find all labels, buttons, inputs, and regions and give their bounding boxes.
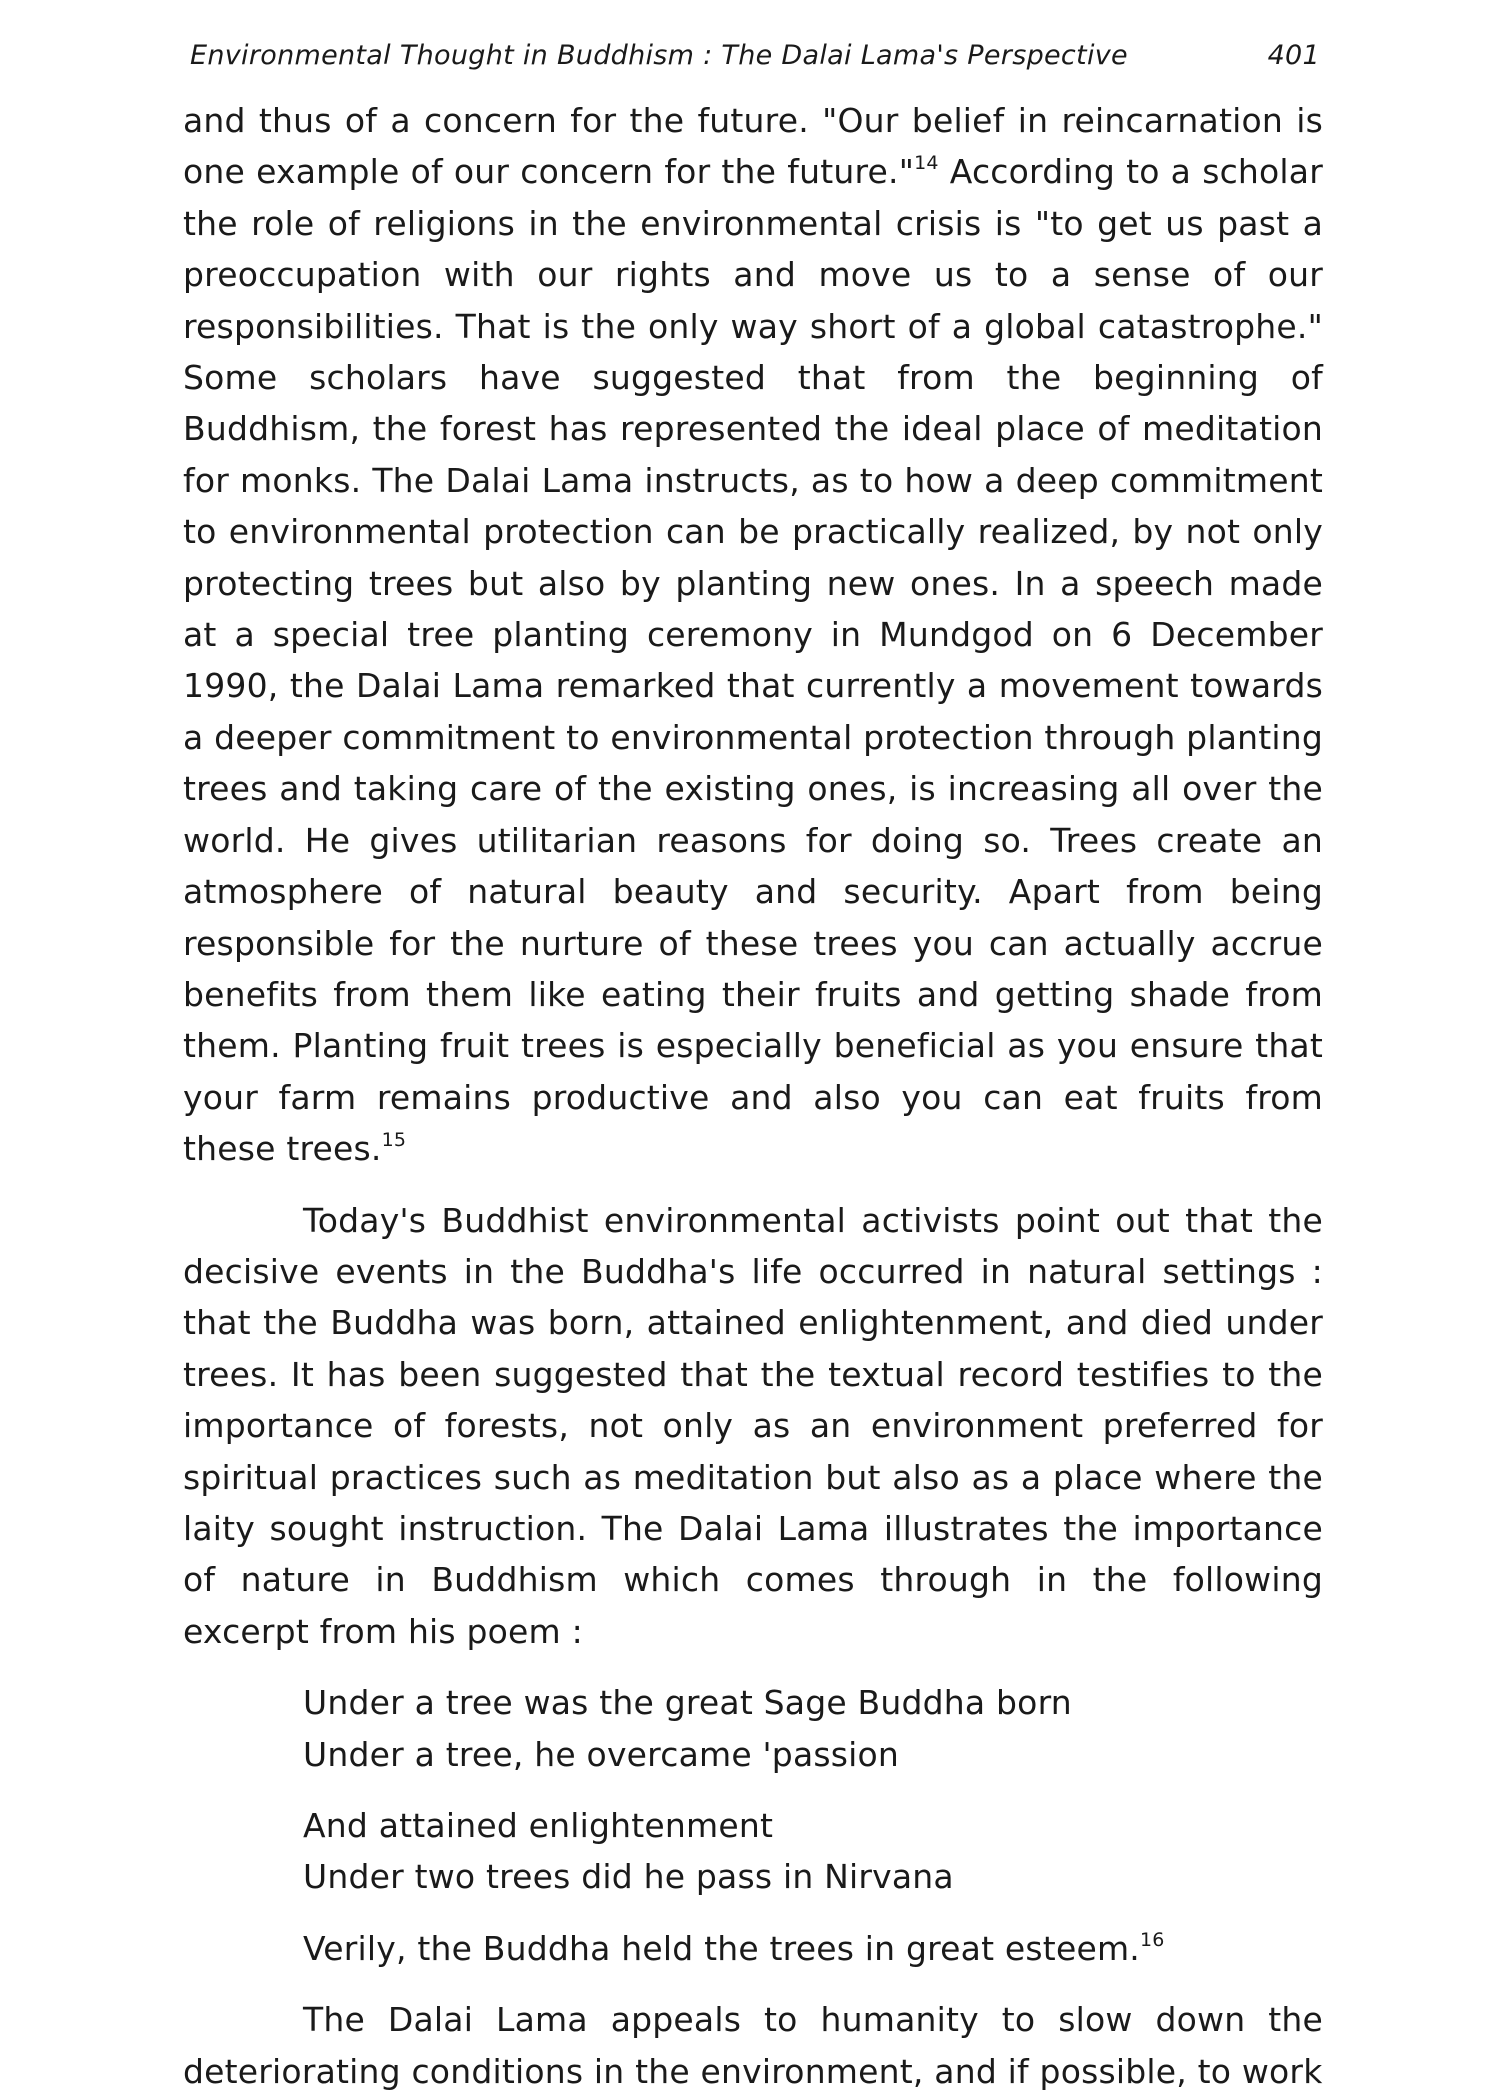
poem-line-text: Verily, the Buddha held the trees in great esteem. bbox=[303, 1928, 1140, 1968]
paragraph-1-text-b: According to a scholar the role of religions in the environmental crisis is "to get us past a preoccupation with our rights and move us to a sense of our responsibilities. That is the only way short of a global catastrophe." Some scholars have suggested that from the beginning of Buddhism, the forest has represented the ideal place of meditation for monks. The Dalai Lama instructs, as to how a deep commitment to environmental protection can be practically realized, by not only protecting trees but also by planting new ones. In a speech made at a special tree planting ceremony in Mundgod on 6 December 1990, the Dalai Lama remarked that currently a movement towards a deeper commitment to environmental protection through planting trees and taking care of the existing ones, is increasing all over the world. He gives utilitarian reasons for doing so. Trees create an atmosphere of natural beauty and security. Apart from being responsible for the nurture of these trees you can actually accrue benefits from them like eating their fruits and getting shade from them. Planting fruit trees is especially beneficial as you ensure that your farm remains productive and also you can eat fruits from these trees. bbox=[183, 152, 1324, 1169]
paragraph-spacer bbox=[183, 1175, 1323, 1195]
poem-stanza-2 bbox=[303, 1800, 1323, 1903]
poem-stanza-3 bbox=[303, 1923, 1323, 1974]
footnote-ref-16: 16 bbox=[1139, 1928, 1165, 1951]
poem-line: Under a tree, he overcame 'passion bbox=[303, 1734, 900, 1774]
paragraph-3: The Dalai Lama appeals to humanity to slow down the deteriorating conditions in the environment, and if possible, to work bbox=[183, 2000, 1323, 2091]
poem-line: Under two trees did he pass in Nirvana bbox=[303, 1857, 954, 1897]
paragraph-1-text-a: and thus of a concern for the future. "Our belief in reincarnation is one example of our concern for the future." bbox=[183, 101, 1323, 192]
poem-excerpt bbox=[303, 1677, 1323, 1974]
running-head bbox=[190, 40, 1330, 80]
paragraph-2: Today's Buddhist environmental activists point out that the decisive events in the Buddha's life occurred in natural settings : that the Buddha was born, attained enlightenment, and died under trees. It has been suggested that the textual record testifies to the importance of forests, not only as an environment preferred for spiritual practices such as meditation but also as a place where the laity sought instruction. The Dalai Lama illustrates the importance of nature in Buddhism which comes through in the following excerpt from his poem : bbox=[183, 1200, 1323, 1651]
running-title: Environmental Thought in Buddhism : The Dalai Lama's Perspective bbox=[190, 40, 1128, 71]
poem-line: Under a tree was the great Sage Buddha born bbox=[303, 1683, 1072, 1723]
page-number: 401 bbox=[1267, 40, 1320, 71]
footnote-ref-14: 14 bbox=[914, 152, 939, 175]
poem-line bbox=[303, 1923, 1323, 1974]
paragraph-1 bbox=[183, 95, 1323, 1175]
poem-line: And attained enlightenment bbox=[303, 1806, 774, 1845]
poem-stanza-1 bbox=[303, 1677, 1323, 1780]
body-text bbox=[183, 95, 1323, 2097]
footnote-ref-15: 15 bbox=[381, 1129, 407, 1152]
